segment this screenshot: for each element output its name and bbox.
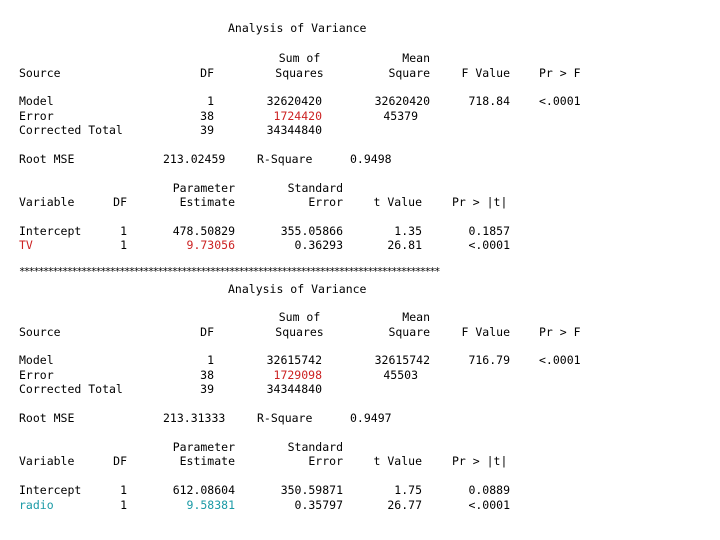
r-square-label: R-Square: [257, 152, 313, 166]
param-pr-t: 0.0889: [468, 483, 510, 497]
param-df: 1: [120, 483, 127, 497]
row-df: 38: [200, 109, 214, 123]
col-header-f-value: F Value: [461, 325, 510, 339]
param-estimate-highlight: 9.58381: [186, 498, 235, 512]
row-ss: 34344840: [266, 123, 322, 137]
param-df: 1: [120, 238, 127, 252]
anova-title: Analysis of Variance: [228, 21, 367, 35]
param-header-t-value: t Value: [373, 454, 422, 468]
col-header-ms-2: Square: [388, 325, 430, 339]
root-mse-value: 213.02459: [163, 152, 226, 166]
param-header-se-1: Standard: [287, 440, 343, 454]
param-header-se-2: Error: [308, 454, 343, 468]
col-header-pr-f: Pr > F: [539, 66, 581, 80]
param-se: 0.35797: [294, 498, 343, 512]
row-source-model: Model: [19, 353, 54, 367]
row-ss: 32615742: [266, 353, 322, 367]
col-header-ss-1: Sum of: [278, 51, 321, 65]
col-header-ss-2: Squares: [275, 325, 324, 339]
param-variable: Intercept: [19, 224, 82, 238]
param-pr-t: <.0001: [468, 498, 510, 512]
param-header-se-1: Standard: [287, 181, 343, 195]
root-mse-label: Root MSE: [19, 152, 75, 166]
row-ms: 45503: [383, 368, 418, 382]
col-header-ss-2: Squares: [275, 66, 324, 80]
param-df: 1: [120, 498, 127, 512]
col-header-ms-2: Square: [388, 66, 430, 80]
param-header-estimate-1: Parameter: [172, 440, 235, 454]
row-ss-highlight: 1729098: [273, 368, 322, 382]
col-header-df: DF: [200, 66, 214, 80]
col-header-f-value: F Value: [461, 66, 510, 80]
row-pr-f: <.0001: [539, 94, 581, 108]
col-header-pr-f: Pr > F: [539, 325, 581, 339]
row-ss: 34344840: [266, 382, 322, 396]
param-pr-t: 0.1857: [468, 224, 510, 238]
param-t-value: 26.77: [387, 498, 422, 512]
row-f-value: 718.84: [468, 94, 510, 108]
row-source-corrected-total: Corrected Total: [19, 123, 123, 137]
param-header-pr-t: Pr > |t|: [452, 195, 508, 209]
separator-line: ****************************************************************************************: [19, 266, 439, 278]
param-estimate: 478.50829: [172, 224, 235, 238]
anova-title: Analysis of Variance: [228, 282, 367, 296]
param-se: 0.36293: [294, 238, 343, 252]
param-header-df: DF: [113, 195, 127, 209]
row-pr-f: <.0001: [539, 353, 581, 367]
col-header-ms-1: Mean: [402, 310, 430, 324]
col-header-ss-1: Sum of: [278, 310, 321, 324]
row-ms: 32620420: [374, 94, 430, 108]
col-header-df: DF: [200, 325, 214, 339]
col-header-source: Source: [19, 325, 61, 339]
param-se: 355.05866: [280, 224, 343, 238]
row-ms: 32615742: [374, 353, 430, 367]
param-variable: Intercept: [19, 483, 82, 497]
param-header-estimate-1: Parameter: [172, 181, 235, 195]
r-square-label: R-Square: [257, 411, 313, 425]
row-f-value: 716.79: [468, 353, 510, 367]
col-header-source: Source: [19, 66, 61, 80]
param-variable-highlight: TV: [19, 238, 33, 252]
r-square-value: 0.9497: [350, 411, 392, 425]
param-se: 350.59871: [280, 483, 343, 497]
param-header-pr-t: Pr > |t|: [452, 454, 508, 468]
param-t-value: 1.75: [394, 483, 422, 497]
r-square-value: 0.9498: [350, 152, 392, 166]
param-t-value: 1.35: [394, 224, 422, 238]
root-mse-label: Root MSE: [19, 411, 75, 425]
col-header-ms-1: Mean: [402, 51, 430, 65]
param-estimate: 612.08604: [172, 483, 235, 497]
param-header-df: DF: [113, 454, 127, 468]
row-df: 1: [207, 94, 214, 108]
param-header-estimate-2: Estimate: [179, 454, 235, 468]
param-header-t-value: t Value: [373, 195, 422, 209]
param-df: 1: [120, 224, 127, 238]
param-header-se-2: Error: [308, 195, 343, 209]
row-df: 39: [200, 382, 214, 396]
param-header-estimate-2: Estimate: [179, 195, 235, 209]
param-variable-highlight: radio: [19, 498, 54, 512]
root-mse-value: 213.31333: [163, 411, 226, 425]
row-ms: 45379: [383, 109, 418, 123]
param-estimate-highlight: 9.73056: [186, 238, 235, 252]
row-df: 1: [207, 353, 214, 367]
row-source-corrected-total: Corrected Total: [19, 382, 123, 396]
param-pr-t: <.0001: [468, 238, 510, 252]
param-header-variable: Variable: [19, 195, 75, 209]
row-ss: 32620420: [266, 94, 322, 108]
row-df: 39: [200, 123, 214, 137]
row-df: 38: [200, 368, 214, 382]
row-source-error: Error: [19, 368, 54, 382]
param-t-value: 26.81: [387, 238, 422, 252]
row-source-model: Model: [19, 94, 54, 108]
row-ss-highlight: 1724420: [273, 109, 322, 123]
param-header-variable: Variable: [19, 454, 75, 468]
row-source-error: Error: [19, 109, 54, 123]
